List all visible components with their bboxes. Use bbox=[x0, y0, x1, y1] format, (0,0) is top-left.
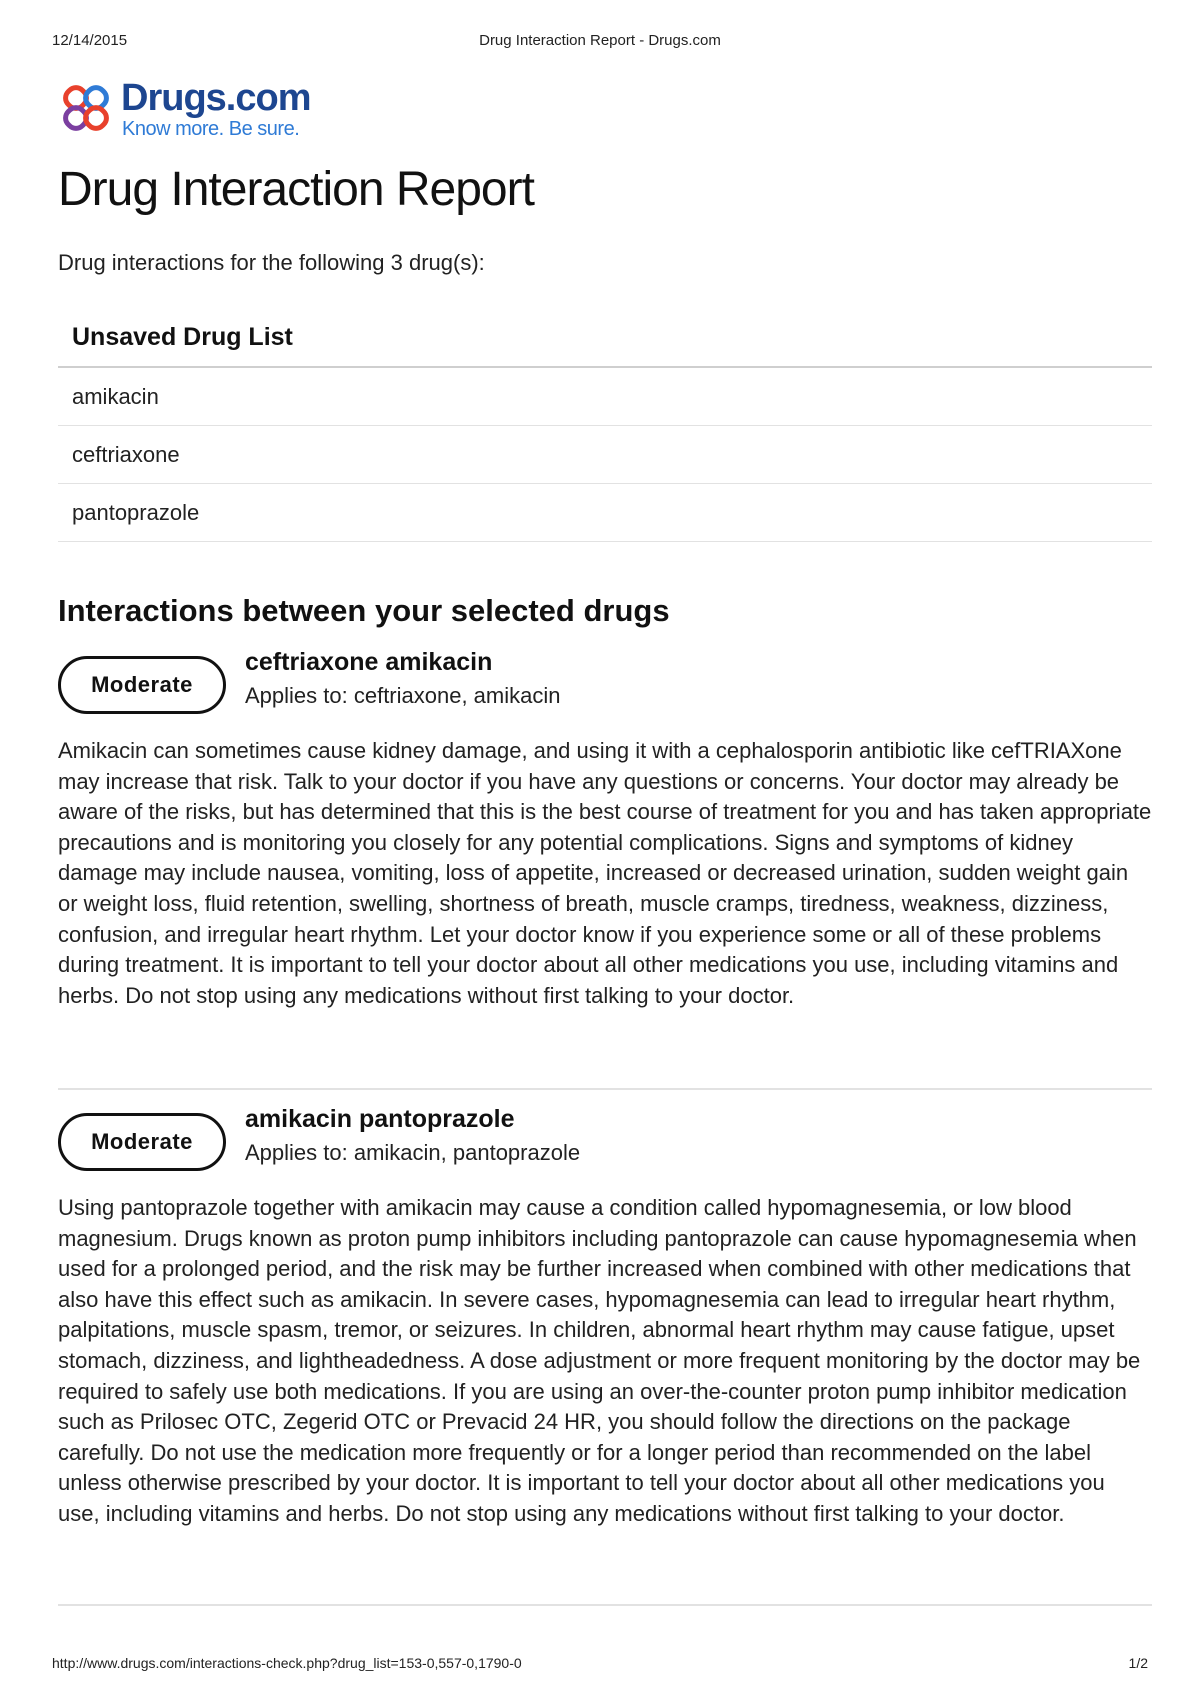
print-header bbox=[52, 32, 1148, 52]
interaction-divider bbox=[58, 1604, 1152, 1606]
drug-list-item-amikacin[interactable]: amikacin bbox=[58, 368, 1152, 426]
interaction-divider bbox=[58, 1088, 1152, 1090]
interaction-description: Using pantoprazole together with amikacin may cause a condition called hypomagnesemia, or low blood magnesium. Drugs known as proton pump inhibitors including pantoprazole can cause hypomagnesemia when used for a prolonged period, and the risk may be further increased when combined with other medications that also have this effect such as amikacin. In severe cases, hypomagnesemia can lead to irregular heart rhythm, palpitations, muscle spasm, tremor, or seizures. In children, abnormal heart rhythm may cause fatigue, upset stomach, dizziness, and lightheadedness. A dose adjustment or more frequent monitoring by the doctor may be required to safely use both medications. If you are using an over-the-counter proton pump inhibitor medication such as Prilosec OTC, Zegerid OTC or Prevacid 24 HR, you should follow the directions on the package carefully. Do not use the medication more frequently or for a longer period than recommended on the label unless otherwise prescribed by your doctor. It is important to tell your doctor about all other medications you use, including vitamins and herbs. Do not stop using any medications without first talking to your doctor. bbox=[58, 1195, 1141, 1526]
logo-tagline: Know more. Be sure. bbox=[122, 118, 300, 140]
interaction-pair-title[interactable]: ceftriaxone amikacin bbox=[245, 648, 493, 676]
drugs-com-logo-icon bbox=[58, 80, 114, 136]
drug-list-item-ceftriaxone[interactable]: ceftriaxone bbox=[58, 426, 1152, 484]
print-page-number: 1/2 bbox=[1128, 1655, 1148, 1671]
print-footer-url[interactable]: http://www.drugs.com/interactions-check.php?drug_list=153-0,557-0,1790-0 bbox=[52, 1655, 522, 1671]
severity-badge-moderate: Moderate bbox=[58, 1113, 226, 1171]
drug-list-header: Unsaved Drug List bbox=[58, 315, 1152, 368]
drugs-com-logo[interactable] bbox=[58, 78, 318, 140]
interaction-pair-title[interactable]: amikacin pantoprazole bbox=[245, 1105, 515, 1133]
drug-list-item-pantoprazole[interactable]: pantoprazole bbox=[58, 484, 1152, 542]
interactions-section-title: Interactions between your selected drugs bbox=[58, 593, 670, 628]
print-footer bbox=[52, 1655, 1148, 1675]
print-document-title: Drug Interaction Report - Drugs.com bbox=[479, 32, 721, 49]
intro-text: Drug interactions for the following 3 drug(s): bbox=[58, 250, 485, 275]
severity-badge-moderate: Moderate bbox=[58, 656, 226, 714]
print-date: 12/14/2015 bbox=[52, 32, 128, 49]
interaction-applies-to: Applies to: ceftriaxone, amikacin bbox=[245, 683, 561, 708]
page-title: Drug Interaction Report bbox=[58, 163, 534, 216]
interaction-applies-to: Applies to: amikacin, pantoprazole bbox=[245, 1140, 581, 1165]
interaction-description: Amikacin can sometimes cause kidney damage, and using it with a cephalosporin antibiotic like cefTRIAXone may increase that risk. Talk to your doctor if you have any questions or concerns. Your doctor may already be aware of the risks, but has determined that this is the best course of treatment for you and has taken appropriate precautions and is monitoring you closely for any potential complications. Signs and symptoms of kidney damage may include nausea, vomiting, loss of appetite, increased or decreased urination, sudden weight gain or weight loss, fluid retention, swelling, shortness of breath, muscle cramps, tiredness, weakness, dizziness, confusion, and irregular heart rhythm. Let your doctor know if you experience some or all of these problems during treatment. It is important to tell your doctor about all other medications you use, including vitamins and herbs. Do not stop using any medications without first talking to your doctor. bbox=[58, 738, 1152, 1008]
drug-list-table bbox=[58, 315, 1152, 542]
logo-brand-text: Drugs.com bbox=[121, 77, 311, 119]
